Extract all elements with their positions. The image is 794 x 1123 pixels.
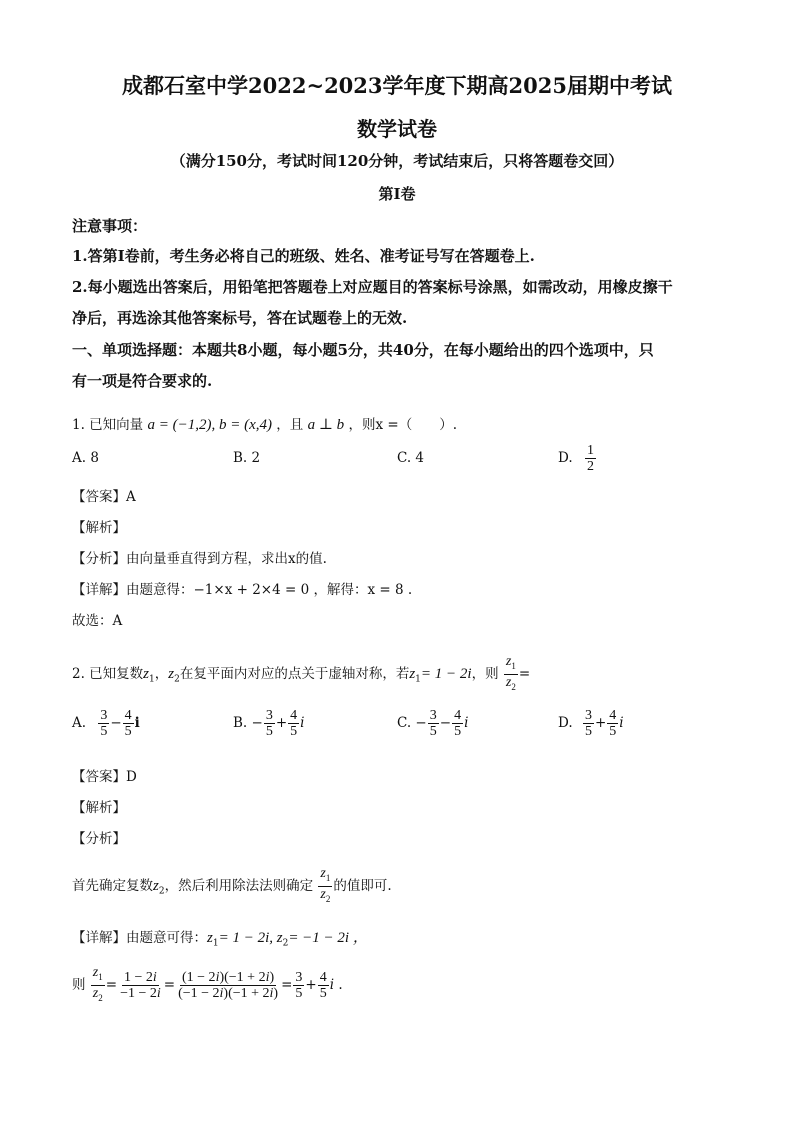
q2-answer: 【答案】D [72, 769, 137, 785]
exam-title: 成都石室中学2022~2023学年度下期高2025届期中考试 [122, 73, 672, 98]
exam-subtitle: 数学试卷 [357, 117, 437, 141]
notice-item-1: 1.答第Ⅰ卷前，考生务必将自己的班级、姓名、准考证号写在答题卷上. [72, 247, 535, 265]
q1-stem-prefix: 1. 已知向量 [72, 417, 144, 433]
q1-perp: a ⊥ b [307, 417, 345, 433]
q2-fenxi-label: 【分析】 [72, 831, 126, 847]
notice-item-2-line-2: 净后，再选涂其他答案标号，答在试题卷上的无效. [72, 309, 408, 327]
q1-choice: 故选：A [72, 613, 123, 629]
q2-detail: 【详解】由题意可得：$z_1= 1 - 2i$, $z_2= -1 - 2i$ ， [72, 930, 368, 949]
exam-note: （满分150分，考试时间120分钟，考试结束后，只将答题卷交回） [170, 152, 624, 170]
q1-stem-mid: ，且 [276, 417, 304, 433]
section-heading-line-1: 一、单项选择题：本题共8小题，每小题5分，共40分，在每小题给出的四个选项中，只 [72, 341, 654, 359]
question-1-stem [72, 413, 457, 434]
q1-fenxi: 【分析】由向量垂直得到方程，求出x的值. [72, 551, 327, 567]
q1-option-b: B. 2 [233, 450, 261, 466]
q2-option-b: B. − $\frac{3}{5}$ + $\frac{4}{5}$ i [233, 708, 305, 739]
question-2-stem: 2. 已知复数$z_1$，$z_2$在复平面内对应的点关于虚轴对称，若$z_1= 1 - 2i$，则 $\frac{z_1}{z_2}$ = [72, 654, 531, 692]
q2-option-c: C. − $\frac{3}{5}$ − $\frac{4}{5}$ i [397, 708, 469, 739]
q2-analysis-label: 【解析】 [72, 800, 126, 816]
section-heading-line-2: 有一项是符合要求的. [72, 372, 213, 390]
q1-analysis-label: 【解析】 [72, 520, 126, 536]
q2-derivation: 则 $\frac{z_1}{z_2}$ = $\frac{1 - 2i}{-1 - 2i}$ = $\frac{(1 - 2i)(-1 + 2i)}{(-1 - 2i)(-1 + 2i)}$ = $\frac{3}{5}$ + $\frac{4}{5}$ i . [72, 965, 343, 1003]
q2-option-d: D. $\frac{3}{5}$ + $\frac{4}{5}$ i [558, 708, 624, 739]
q1-option-d: D. $\frac{1}{2}$ [558, 443, 594, 474]
q2-fenxi-text: 首先确定复数$z_2$，然后利用除法法则确定 $\frac{z_1}{z_2}$ 的值即可. [72, 866, 392, 904]
q1-answer: 【答案】A [72, 489, 136, 505]
q1-option-a: A. 8 [72, 450, 99, 466]
q1-vectors: a = (−1,2), b = (x,4) [147, 417, 272, 433]
q1-option-c: C. 4 [397, 450, 425, 466]
notice-heading: 注意事项： [72, 217, 148, 235]
q1-stem-end: ，则x =（ ）. [348, 417, 457, 433]
notice-item-2-line-1: 2.每小题选出答案后，用铅笔把答题卷上对应题目的答案标号涂黑，如需改动，用橡皮擦干 [72, 278, 673, 296]
q2-option-a: A. $\frac{3}{5}$ − $\frac{4}{5}$ i [72, 708, 140, 739]
volume-label: 第Ⅰ卷 [378, 185, 416, 203]
q1-detail: 【详解】由题意得：−1×x + 2×4 = 0 ，解得：x = 8 . [72, 582, 413, 598]
